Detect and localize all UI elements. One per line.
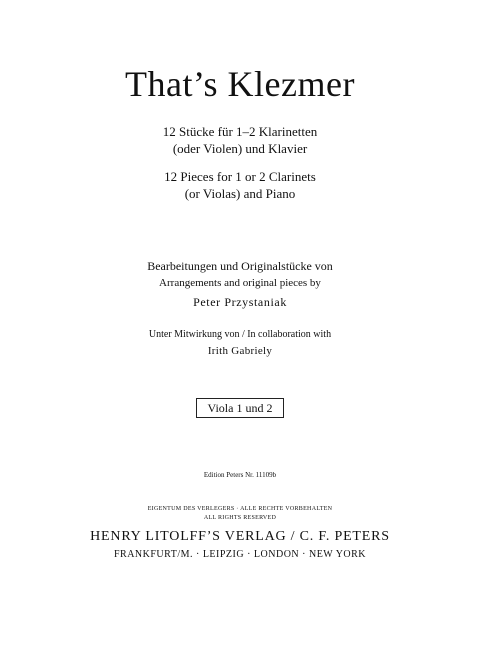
arrangement-label-english: Arrangements and original pieces by [159,277,321,289]
subtitle-german-line-2: (oder Violen) und Klavier [172,141,308,156]
rights-notice-line-1: EIGENTUM DES VERLEGERS · ALLE RECHTE VORBEHALTEN [147,506,333,512]
arranger-name: Peter Przystaniak [193,295,287,309]
publisher-name: HENRY LITOLFF’S VERLAG / C. F. PETERS [90,529,390,544]
publisher-cities: FRANKFURT/M. · LEIPZIG · LONDON · NEW YORK [113,549,367,560]
part-label-box: Viola 1 und 2 [196,398,284,418]
edition-number: Edition Peters Nr. 11109b [203,471,277,479]
subtitle-english-line-2: (or Violas) and Piano [184,186,296,201]
collaboration-label: Unter Mitwirkung von / In collaboration with [148,329,332,340]
page-title: That’s Klezmer [125,64,355,104]
arrangement-label-german: Bearbeitungen und Originalstücke von [147,259,333,273]
rights-notice-line-2: ALL RIGHTS RESERVED [203,515,277,521]
subtitle-german-line-1: 12 Stücke für 1–2 Klarinetten [162,124,318,139]
collaborator-name: Irith Gabriely [207,345,273,357]
subtitle-english-line-1: 12 Pieces for 1 or 2 Clarinets [164,169,316,184]
